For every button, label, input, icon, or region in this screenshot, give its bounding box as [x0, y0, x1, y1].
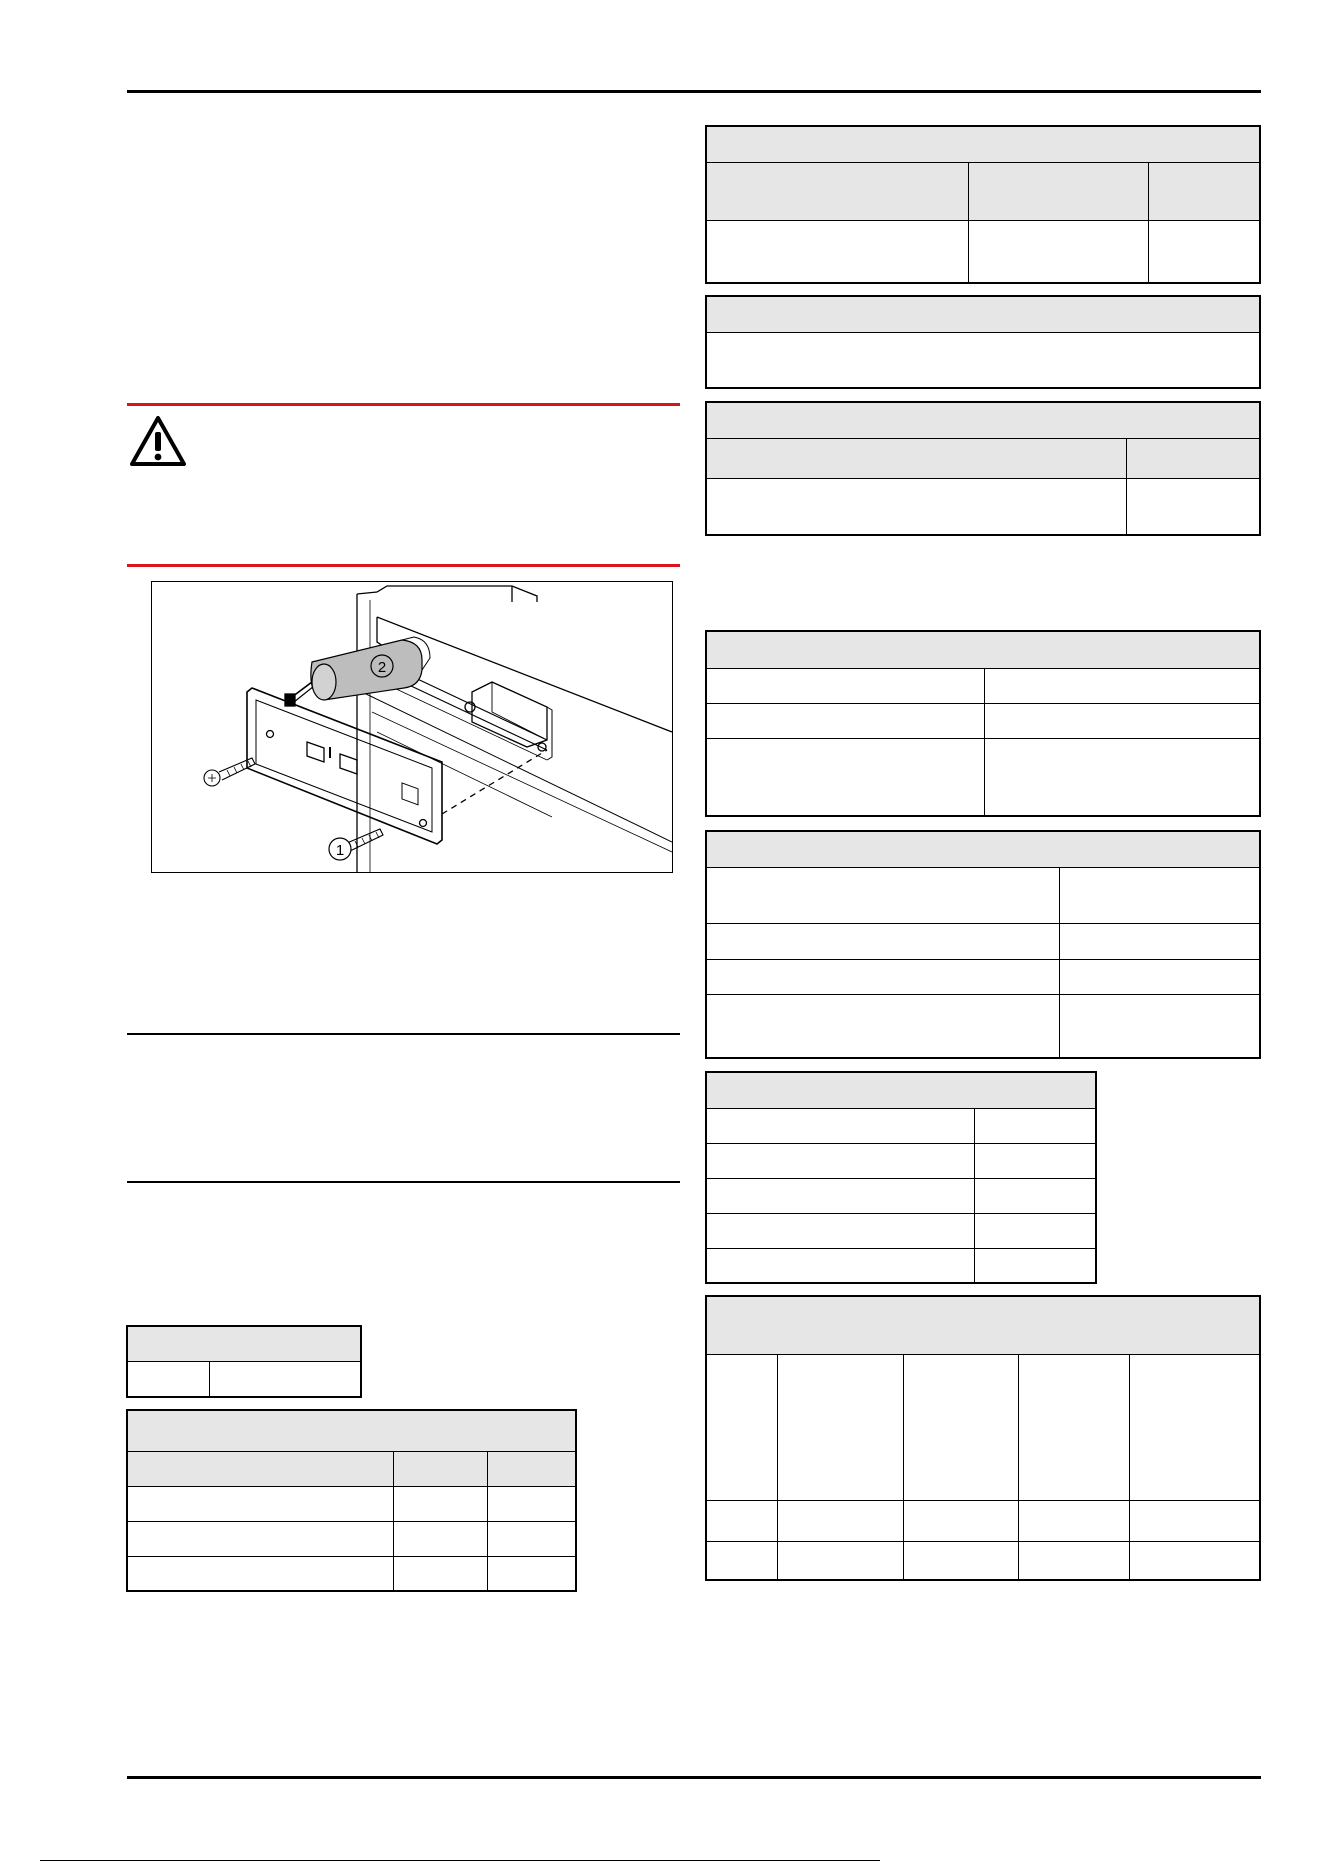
right-table-1	[705, 125, 1261, 284]
right-table-3	[705, 401, 1261, 536]
component-drawing	[152, 582, 672, 872]
section-rule-1	[127, 1033, 680, 1035]
header-rule	[127, 90, 1261, 93]
warning-triangle-icon	[128, 414, 188, 468]
installation-figure	[151, 581, 673, 873]
right-table-2	[705, 295, 1261, 389]
footer-rule	[127, 1776, 1261, 1779]
callout-1	[329, 838, 351, 860]
right-table-6	[705, 1071, 1097, 1284]
right-table-7	[705, 1295, 1261, 1581]
svg-text:1: 1	[335, 842, 345, 859]
section-rule-2	[127, 1181, 680, 1183]
svg-text:2: 2	[377, 659, 387, 676]
right-table-4	[705, 630, 1261, 817]
warning-top-rule	[127, 403, 680, 406]
warning-bottom-rule	[127, 564, 680, 567]
footer-thin-rule	[40, 1860, 880, 1861]
callout-2	[371, 655, 393, 677]
left-table-2	[126, 1409, 577, 1592]
left-table-1	[126, 1325, 362, 1398]
right-table-5	[705, 830, 1261, 1059]
